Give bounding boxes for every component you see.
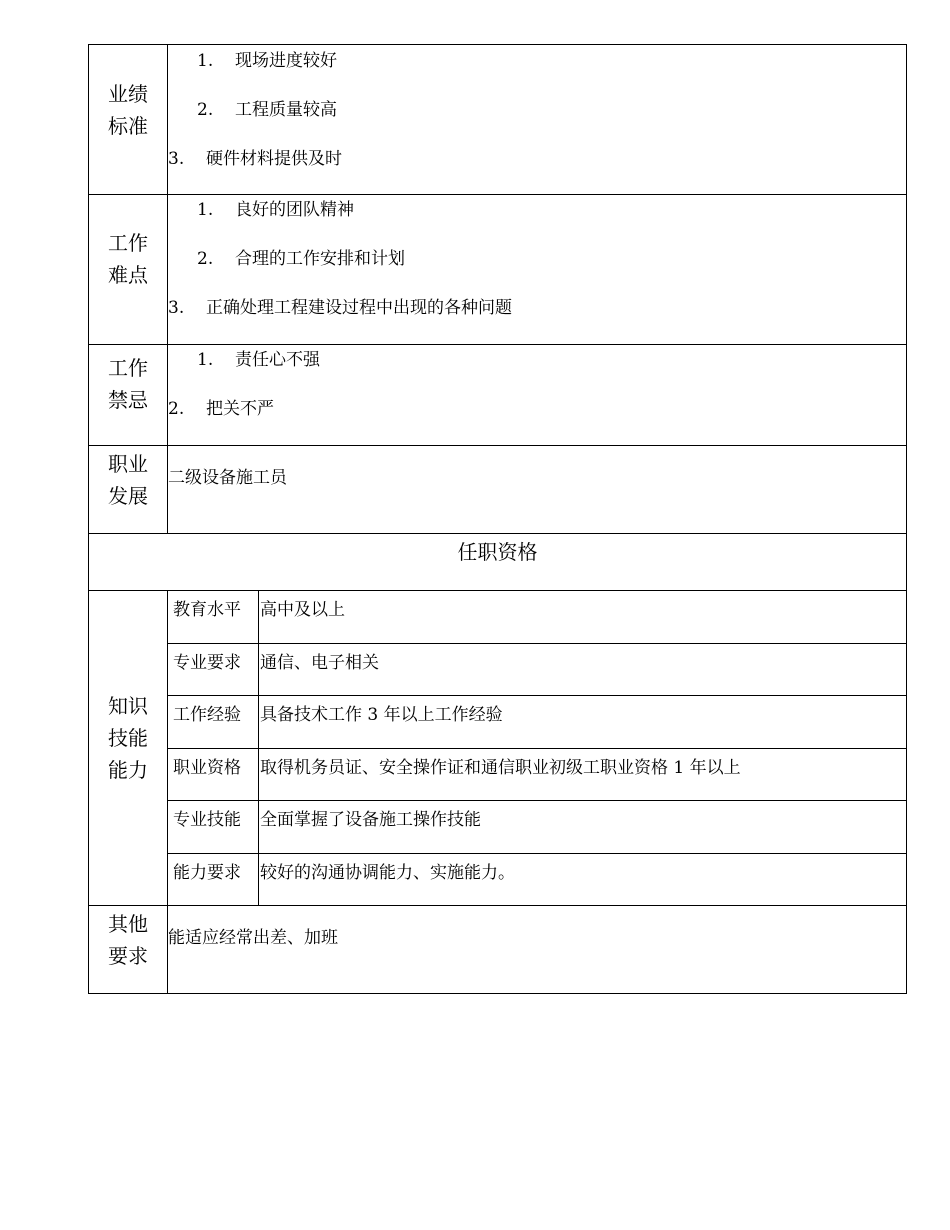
row-label: 知识技能能力: [89, 591, 168, 905]
list-item: 2. 把关不严: [168, 399, 274, 419]
knowledge-subtable: [168, 591, 906, 905]
list-item: 3. 硬件材料提供及时: [168, 149, 342, 169]
row-label: 其他要求: [89, 906, 168, 993]
row-label: 业绩标准: [89, 45, 168, 194]
row-content: [168, 345, 906, 445]
career-text: 二级设备施工员: [168, 468, 287, 488]
row-label: 职业发展: [89, 446, 168, 533]
list-item: 1. 责任心不强: [197, 350, 320, 370]
row-label: 工作难点: [89, 195, 168, 344]
list-item: 1. 现场进度较好: [197, 51, 337, 71]
row-content: [168, 45, 906, 194]
other-text: 能适应经常出差、加班: [168, 928, 338, 948]
row-performance: [88, 44, 907, 195]
knowledge-row: 工作经验 具备技术工作 3 年以上工作经验: [168, 696, 906, 749]
knowledge-row: 专业要求 通信、电子相关: [168, 644, 906, 696]
job-description-table: [88, 44, 907, 994]
row-label: 工作禁忌: [89, 345, 168, 445]
qualification-header: 任职资格: [88, 534, 907, 591]
row-taboo: [88, 345, 907, 446]
list-item: 2. 工程质量较高: [197, 100, 337, 120]
knowledge-row: 教育水平 高中及以上: [168, 591, 906, 644]
row-content: [168, 446, 906, 533]
knowledge-row: 职业资格 取得机务员证、安全操作证和通信职业初级工职业资格 1 年以上: [168, 749, 906, 801]
row-knowledge: [88, 591, 907, 906]
list-item: 2. 合理的工作安排和计划: [197, 249, 405, 269]
knowledge-row: 能力要求 较好的沟通协调能力、实施能力。: [168, 854, 906, 906]
row-difficulty: [88, 195, 907, 345]
row-other: [88, 906, 907, 994]
row-content: [168, 195, 906, 344]
knowledge-row: 专业技能 全面掌握了设备施工操作技能: [168, 801, 906, 854]
list-item: 1. 良好的团队精神: [197, 200, 354, 220]
row-content: [168, 906, 906, 993]
row-career: [88, 446, 907, 534]
list-item: 3. 正确处理工程建设过程中出现的各种问题: [168, 298, 512, 318]
